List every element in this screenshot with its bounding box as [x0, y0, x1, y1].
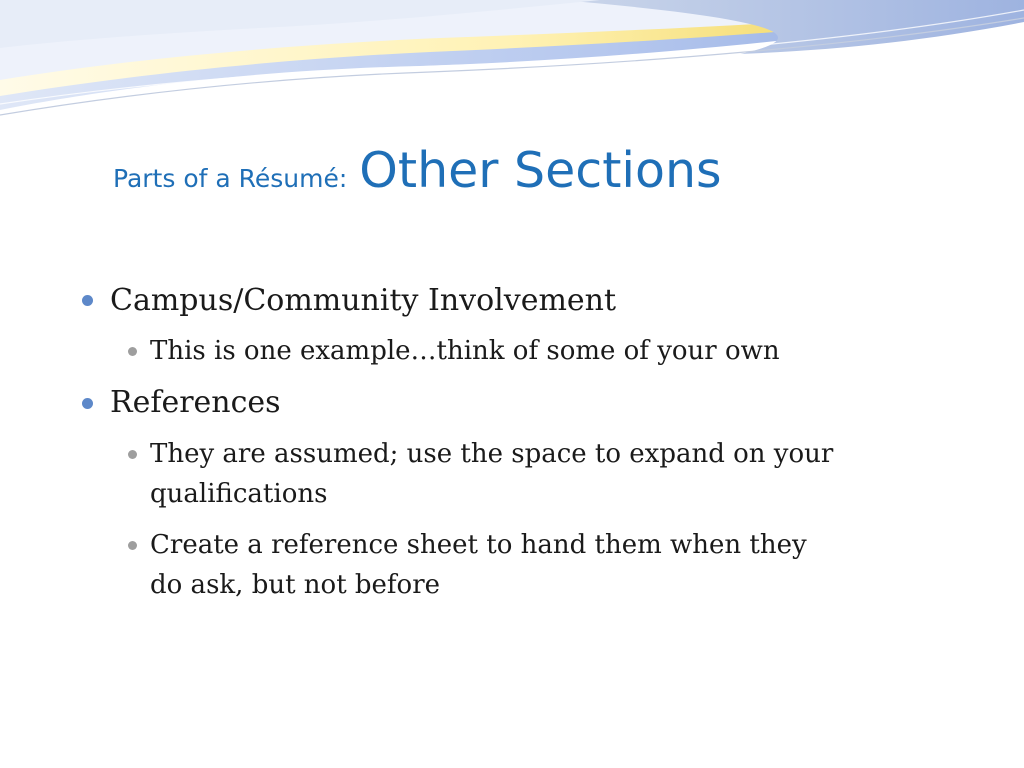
sub-bullet-reference-sheet-line2: do ask, but not before: [150, 570, 441, 600]
sub-bullet-assumed-line2: qualifications: [150, 479, 328, 509]
title-main: Other Sections: [359, 142, 722, 199]
decorative-wave-header: [0, 0, 1024, 130]
sub-bullet-example: This is one example…think of some of your own: [150, 336, 780, 366]
bullet-item-references: References: [110, 385, 281, 420]
sub-bullet-assumed-line1: They are assumed; use the space to expand on your: [150, 439, 834, 469]
bullet-marker-level2: [128, 450, 137, 459]
bullet-marker-level2: [128, 541, 137, 550]
slide-title: [113, 142, 973, 222]
bullet-marker-level2: [128, 347, 137, 356]
sub-bullet-reference-sheet-line1: Create a reference sheet to hand them when they: [150, 530, 807, 560]
bullet-marker-level1: [82, 295, 93, 306]
bullet-marker-level1: [82, 398, 93, 409]
bullet-item-campus-community: Campus/Community Involvement: [110, 283, 617, 318]
title-prefix: Parts of a Résumé:: [113, 164, 348, 193]
